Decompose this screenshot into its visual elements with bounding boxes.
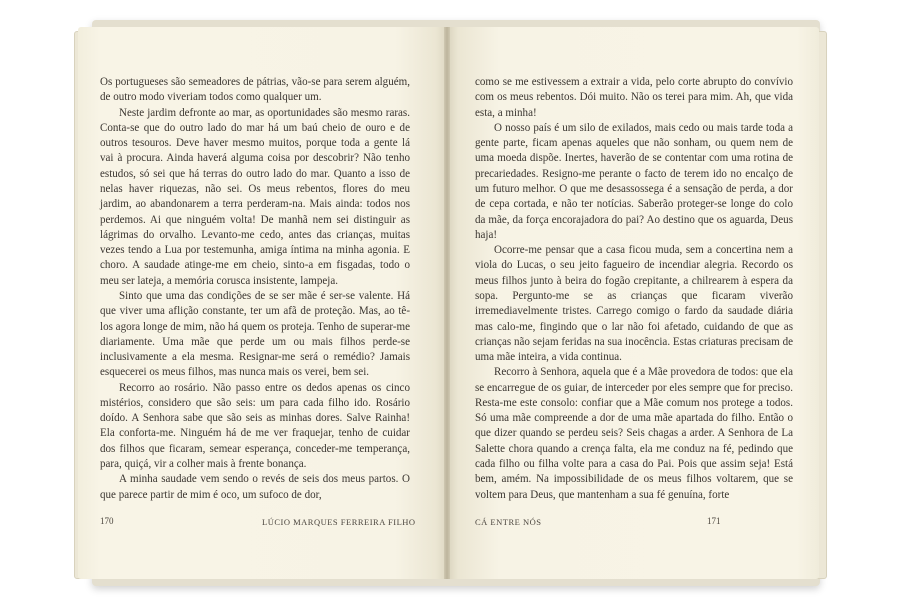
paragraph: Neste jardim defronte ao mar, as oportunidades são mesmo raras. Conta-se que do outro lado do mar há um baú cheio de ouro e de outros tesouros. Deve haver mesmo muitos, porque toda a gente lá vai à procura. Ainda haverá alguma coisa por descobrir? Não tenho estudos, só sei que há terras do outro lado do mar. Quanto a isso de nelas haver riquezas, não sei. Os meus rebentos, flores do meu jardim, ao abandonarem a terra perderam-na. Mais ainda: todos nos perdemos. Ai que ninguém volta! De manhã nem sei distinguir as lágrimas do orvalho. Levanto-me cedo, antes das crianças, muitas vezes tendo a Lua por testemunha, amiga íntima na minha agonia. E choro. A saudade atinge-me em cheio, sinto-a em fisgadas, todo o meu ser lateja, a memória corusca insistente, lampeja. (100, 106, 410, 287)
left-page (78, 27, 447, 579)
paragraph: Sinto que uma das condições de se ser mãe é ser-se valente. Há que viver uma aflição constante, ter um afã de proteção. Mas, ao tê-los agora longe de mim, não há quem os proteja. Tenho de superar-me diariamente. Uma mãe que perde um ou mais filhos perde-se inclusivamente a ela mesma. Resignar-me será o remédio? Jamais esquecerei os meus filhos, mas nunca mais os verei, bem sei. (100, 289, 410, 379)
paragraph: Recorro à Senhora, aquela que é a Mãe provedora de todos: que ela se encarregue de os guiar, de interceder por eles sempre que for preciso. Resta-me este consolo: confiar que a Mãe comum nos protege a todos. Só uma mãe compreende a dor de uma mãe apartada do filho. Então o que dizer quando se perdeu seis? Seis chagas a arder. A Senhora de La Salette chora quando a crença falta, ela me conduz na fé, pedindo que cada filho ou filha volte para a casa do Pai. Pois que assim seja! Está bem, amém. Na impossibilidade de os meus filhos voltarem, que se voltem para Deus, que mantenham a sua fé genuína, forte (475, 366, 793, 501)
book-spine (444, 27, 450, 579)
page-number-right: 171 (707, 516, 721, 526)
right-page-body (475, 75, 793, 503)
running-head-author: LÚCIO MARQUES FERREIRA FILHO (262, 517, 416, 527)
paragraph: Ocorre-me pensar que a casa ficou muda, sem a concertina nem a viola do Lucas, o seu jeito fagueiro de incendiar alegria. Recordo os meus filhos junto à beira do fogão crepitante, a chilrearem à espera da sopa. Pergunto-me se as crianças que ficaram viverão irremediavelmente tristes. Carrego comigo o fardo da saudade diária mas calo-me, fingindo que o lar não foi afetado, cuidando de que as crianças não sejam feridas na sua inocência. Estas criaturas precisam de uma mãe inteira, a vida continua. (475, 244, 793, 364)
paragraph: como se me estivessem a extrair a vida, pelo corte abrupto do convívio com os meus rebentos. Dói muito. Não os terei para mim. Ah, que vida esta, a minha! (475, 76, 793, 119)
running-head-title: CÁ ENTRE NÓS (475, 517, 542, 527)
paragraph: Recorro ao rosário. Não passo entre os dedos apenas os cinco mistérios, considero que são seis: um para cada filho ido. Rosário doído. A Senhora sabe que são seis as minhas dores. Salve Rainha! Ela conforta-me. Ninguém há de me ver fraquejar, tenho de cuidar dos filhos que ficaram, semear esperança, conceder-me temperança, para, quiçá, vir a colher mais à frente bonança. (100, 381, 410, 471)
paragraph: Os portugueses são semeadores de pátrias, vão-se para serem alguém, de outro modo viveriam todos como qualquer um. (100, 76, 410, 104)
right-page (447, 27, 819, 579)
left-page-body (100, 75, 410, 503)
paragraph: O nosso país é um silo de exilados, mais cedo ou mais tarde toda a gente parte, ficam apenas aqueles que não sonham, ou quem nem de uma moeda dispõe. Inertes, haverão de se contentar com uma rotina de precariedades. Resigno-me perante o facto de terem ido no encalço de um futuro melhor. O que me desassossega é a sensação de perda, a dor de cepa cortada, e não ter notícias. Saberão proteger-se longe do colo da mãe, da força encorajadora do pai? Ao destino que os aguarda, Deus haja! (475, 121, 793, 241)
paragraph: A minha saudade vem sendo o revés de seis dos meus partos. O que parece partir de mim é oco, um sufoco de dor, (100, 473, 410, 501)
page-number-left: 170 (100, 516, 114, 526)
